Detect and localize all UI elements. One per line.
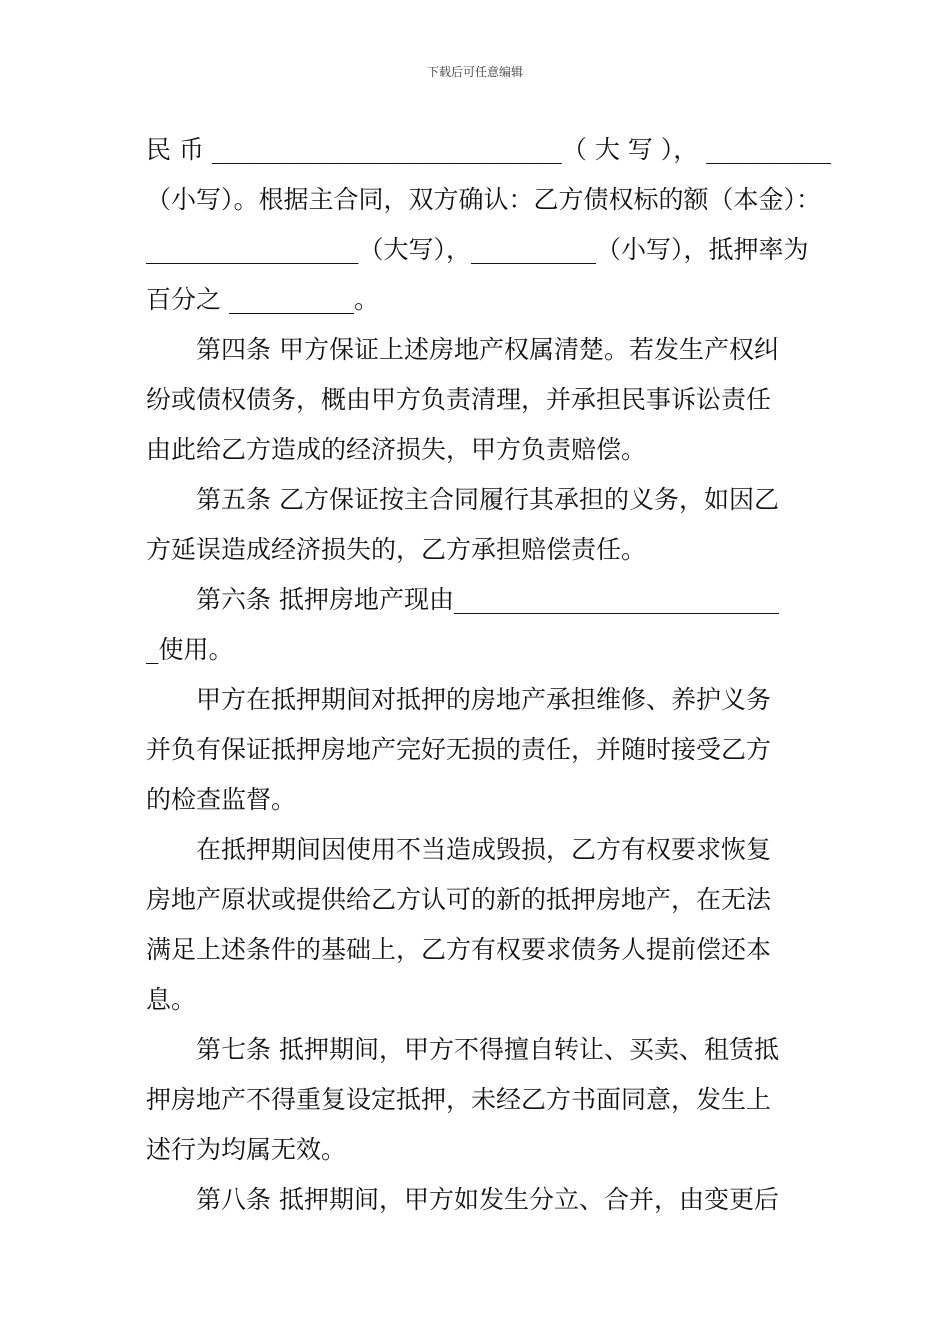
text-line: 满足上述条件的基础上，乙方有权要求债务人提前偿还本 <box>146 935 772 964</box>
text-line: _使用。 <box>146 635 234 664</box>
article-7-heading-line: 第七条 抵押期间，甲方不得擅自转让、买卖、租赁抵 <box>196 1035 779 1064</box>
text-line: 民 币 ____________________________（ 大 写 ）， __________ <box>146 135 832 164</box>
document-body <box>146 125 832 1225</box>
text-line: 息。 <box>146 985 197 1014</box>
article-4-heading-line: 第四条 甲方保证上述房地产权属清楚。若发生产权纠 <box>196 335 779 364</box>
article-5-heading-line: 第五条 乙方保证按主合同履行其承担的义务，如因乙 <box>196 485 779 514</box>
text-line: 并负有保证抵押房地产完好无损的责任，并随时接受乙方 <box>146 735 772 764</box>
text-line: 述行为均属无效。 <box>146 1135 347 1164</box>
text-line: 房地产原状或提供给乙方认可的新的抵押房地产，在无法 <box>146 885 772 914</box>
paragraph-start-line: 甲方在抵押期间对抵押的房地产承担维修、养护义务 <box>196 685 772 714</box>
text-line: 押房地产不得重复设定抵押，未经乙方书面同意，发生上 <box>146 1085 772 1114</box>
text-line: 的检查监督。 <box>146 785 297 814</box>
text-line: 方延误造成经济损失的，乙方承担赔偿责任。 <box>146 535 647 564</box>
page-header: 下载后可任意编辑 <box>426 65 523 79</box>
text-line: 百分之 __________。 <box>146 285 379 314</box>
paragraph-start-line: 在抵押期间因使用不当造成毁损，乙方有权要求恢复 <box>196 835 772 864</box>
article-8-heading-line: 第八条 抵押期间，甲方如发生分立、合并，由变更后 <box>196 1185 779 1214</box>
text-line: （小写）。根据主合同，双方确认：乙方债权标的额（本金）： <box>146 185 822 214</box>
text-line: _________________（大写），__________（小写），抵押率为 <box>146 235 809 264</box>
text-line: 由此给乙方造成的经济损失，甲方负责赔偿。 <box>146 435 647 464</box>
article-6-heading-line: 第六条 抵押房地产现由__________________________ <box>196 585 779 614</box>
text-line: 纷或债权债务，概由甲方负责清理，并承担民事诉讼责任 <box>146 385 772 414</box>
